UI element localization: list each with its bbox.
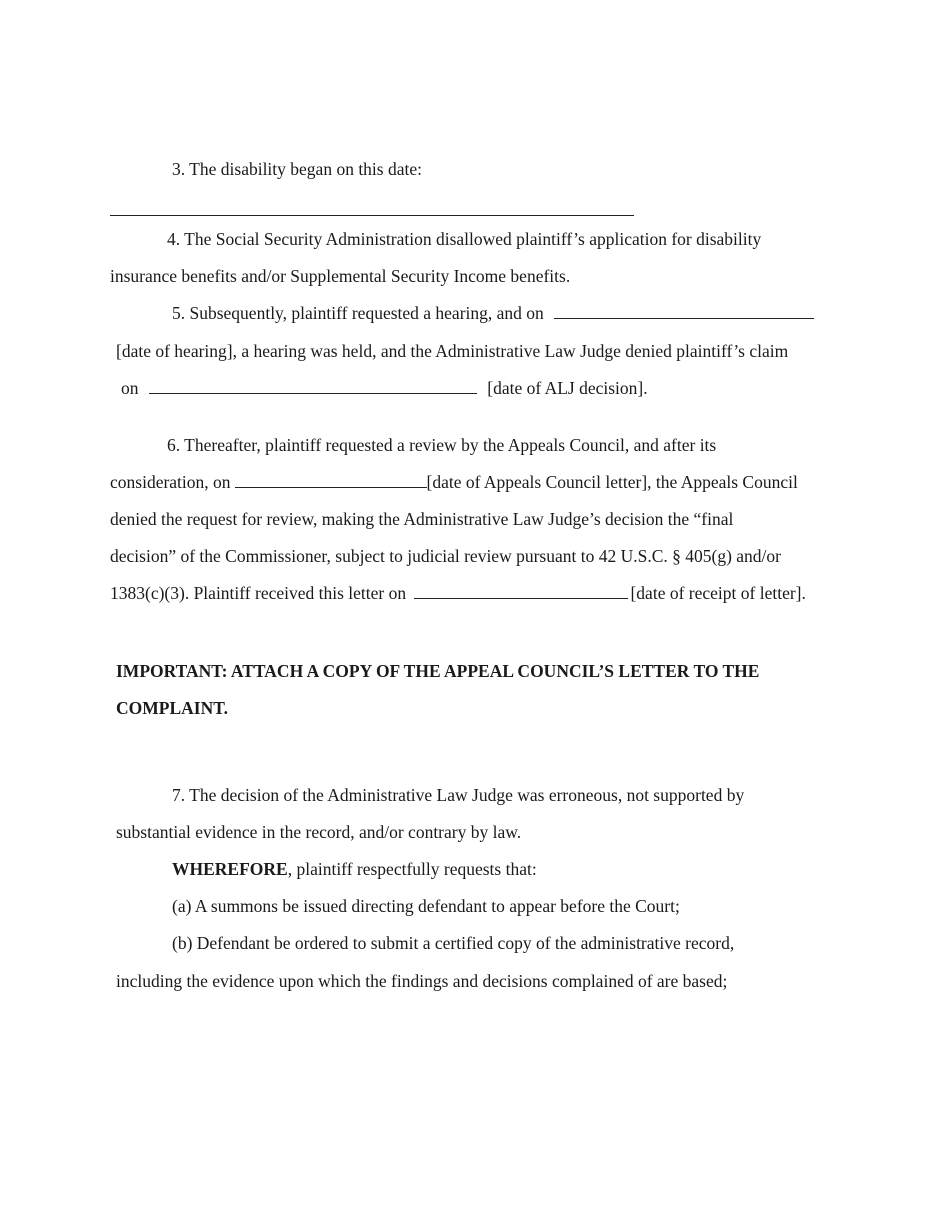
wherefore-bold: WHEREFORE xyxy=(172,859,288,879)
para3-text: 3. The disability began on this date: xyxy=(172,159,422,179)
para5-line3-pre: on xyxy=(121,378,139,398)
para7-line2: substantial evidence in the record, and/or contrary by law. xyxy=(116,822,522,842)
disability-date-blank[interactable] xyxy=(110,215,634,216)
para5-line1 xyxy=(172,302,814,324)
para6-line2 xyxy=(110,471,798,493)
important-notice-line2: COMPLAINT. xyxy=(116,698,228,718)
para4-line1: 4. The Social Security Administration disallowed plaintiff’s application for disability xyxy=(167,229,762,249)
alj-decision-date-blank[interactable] xyxy=(149,378,477,394)
para6-line3: denied the request for review, making the Administrative Law Judge’s decision the “final xyxy=(110,509,734,529)
para6-line5-post: [date of receipt of letter]. xyxy=(630,583,806,603)
important-notice-line1: IMPORTANT: ATTACH A COPY OF THE APPEAL COUNCIL’S LETTER TO THE xyxy=(116,661,760,681)
para4-line2: insurance benefits and/or Supplemental Security Income benefits. xyxy=(110,266,571,286)
para6-line5-pre: 1383(c)(3). Plaintiff received this letter on xyxy=(110,583,407,603)
para6-line2-post: [date of Appeals Council letter], the Appeals Council xyxy=(426,472,798,492)
appeals-council-letter-date-blank[interactable] xyxy=(235,472,427,488)
para6-line4: decision” of the Commissioner, subject to judicial review pursuant to 42 U.S.C. § 405(g) and/or xyxy=(110,546,781,566)
request-item-a: (a) A summons be issued directing defendant to appear before the Court; xyxy=(172,896,680,916)
para5-line3 xyxy=(121,377,648,399)
receipt-date-blank[interactable] xyxy=(414,583,628,599)
hearing-date-blank[interactable] xyxy=(554,303,814,319)
para5-line2: [date of hearing], a hearing was held, and the Administrative Law Judge denied plaintiff’s claim xyxy=(116,341,789,361)
para5-line3-post: [date of ALJ decision]. xyxy=(487,378,648,398)
request-item-b-line2: including the evidence upon which the findings and decisions complained of are based; xyxy=(116,971,728,991)
para7-line1: 7. The decision of the Administrative Law Judge was erroneous, not supported by xyxy=(172,785,745,805)
request-item-b-line1: (b) Defendant be ordered to submit a certified copy of the administrative record, xyxy=(172,933,735,953)
wherefore-rest: , plaintiff respectfully requests that: xyxy=(287,859,537,879)
para6-line1: 6. Thereafter, plaintiff requested a review by the Appeals Council, and after its xyxy=(167,435,717,455)
para5-line1-text: 5. Subsequently, plaintiff requested a hearing, and on xyxy=(172,303,544,323)
para6-line2-pre: consideration, on xyxy=(110,472,231,492)
para6-line5 xyxy=(110,582,806,604)
wherefore-clause xyxy=(172,858,537,880)
